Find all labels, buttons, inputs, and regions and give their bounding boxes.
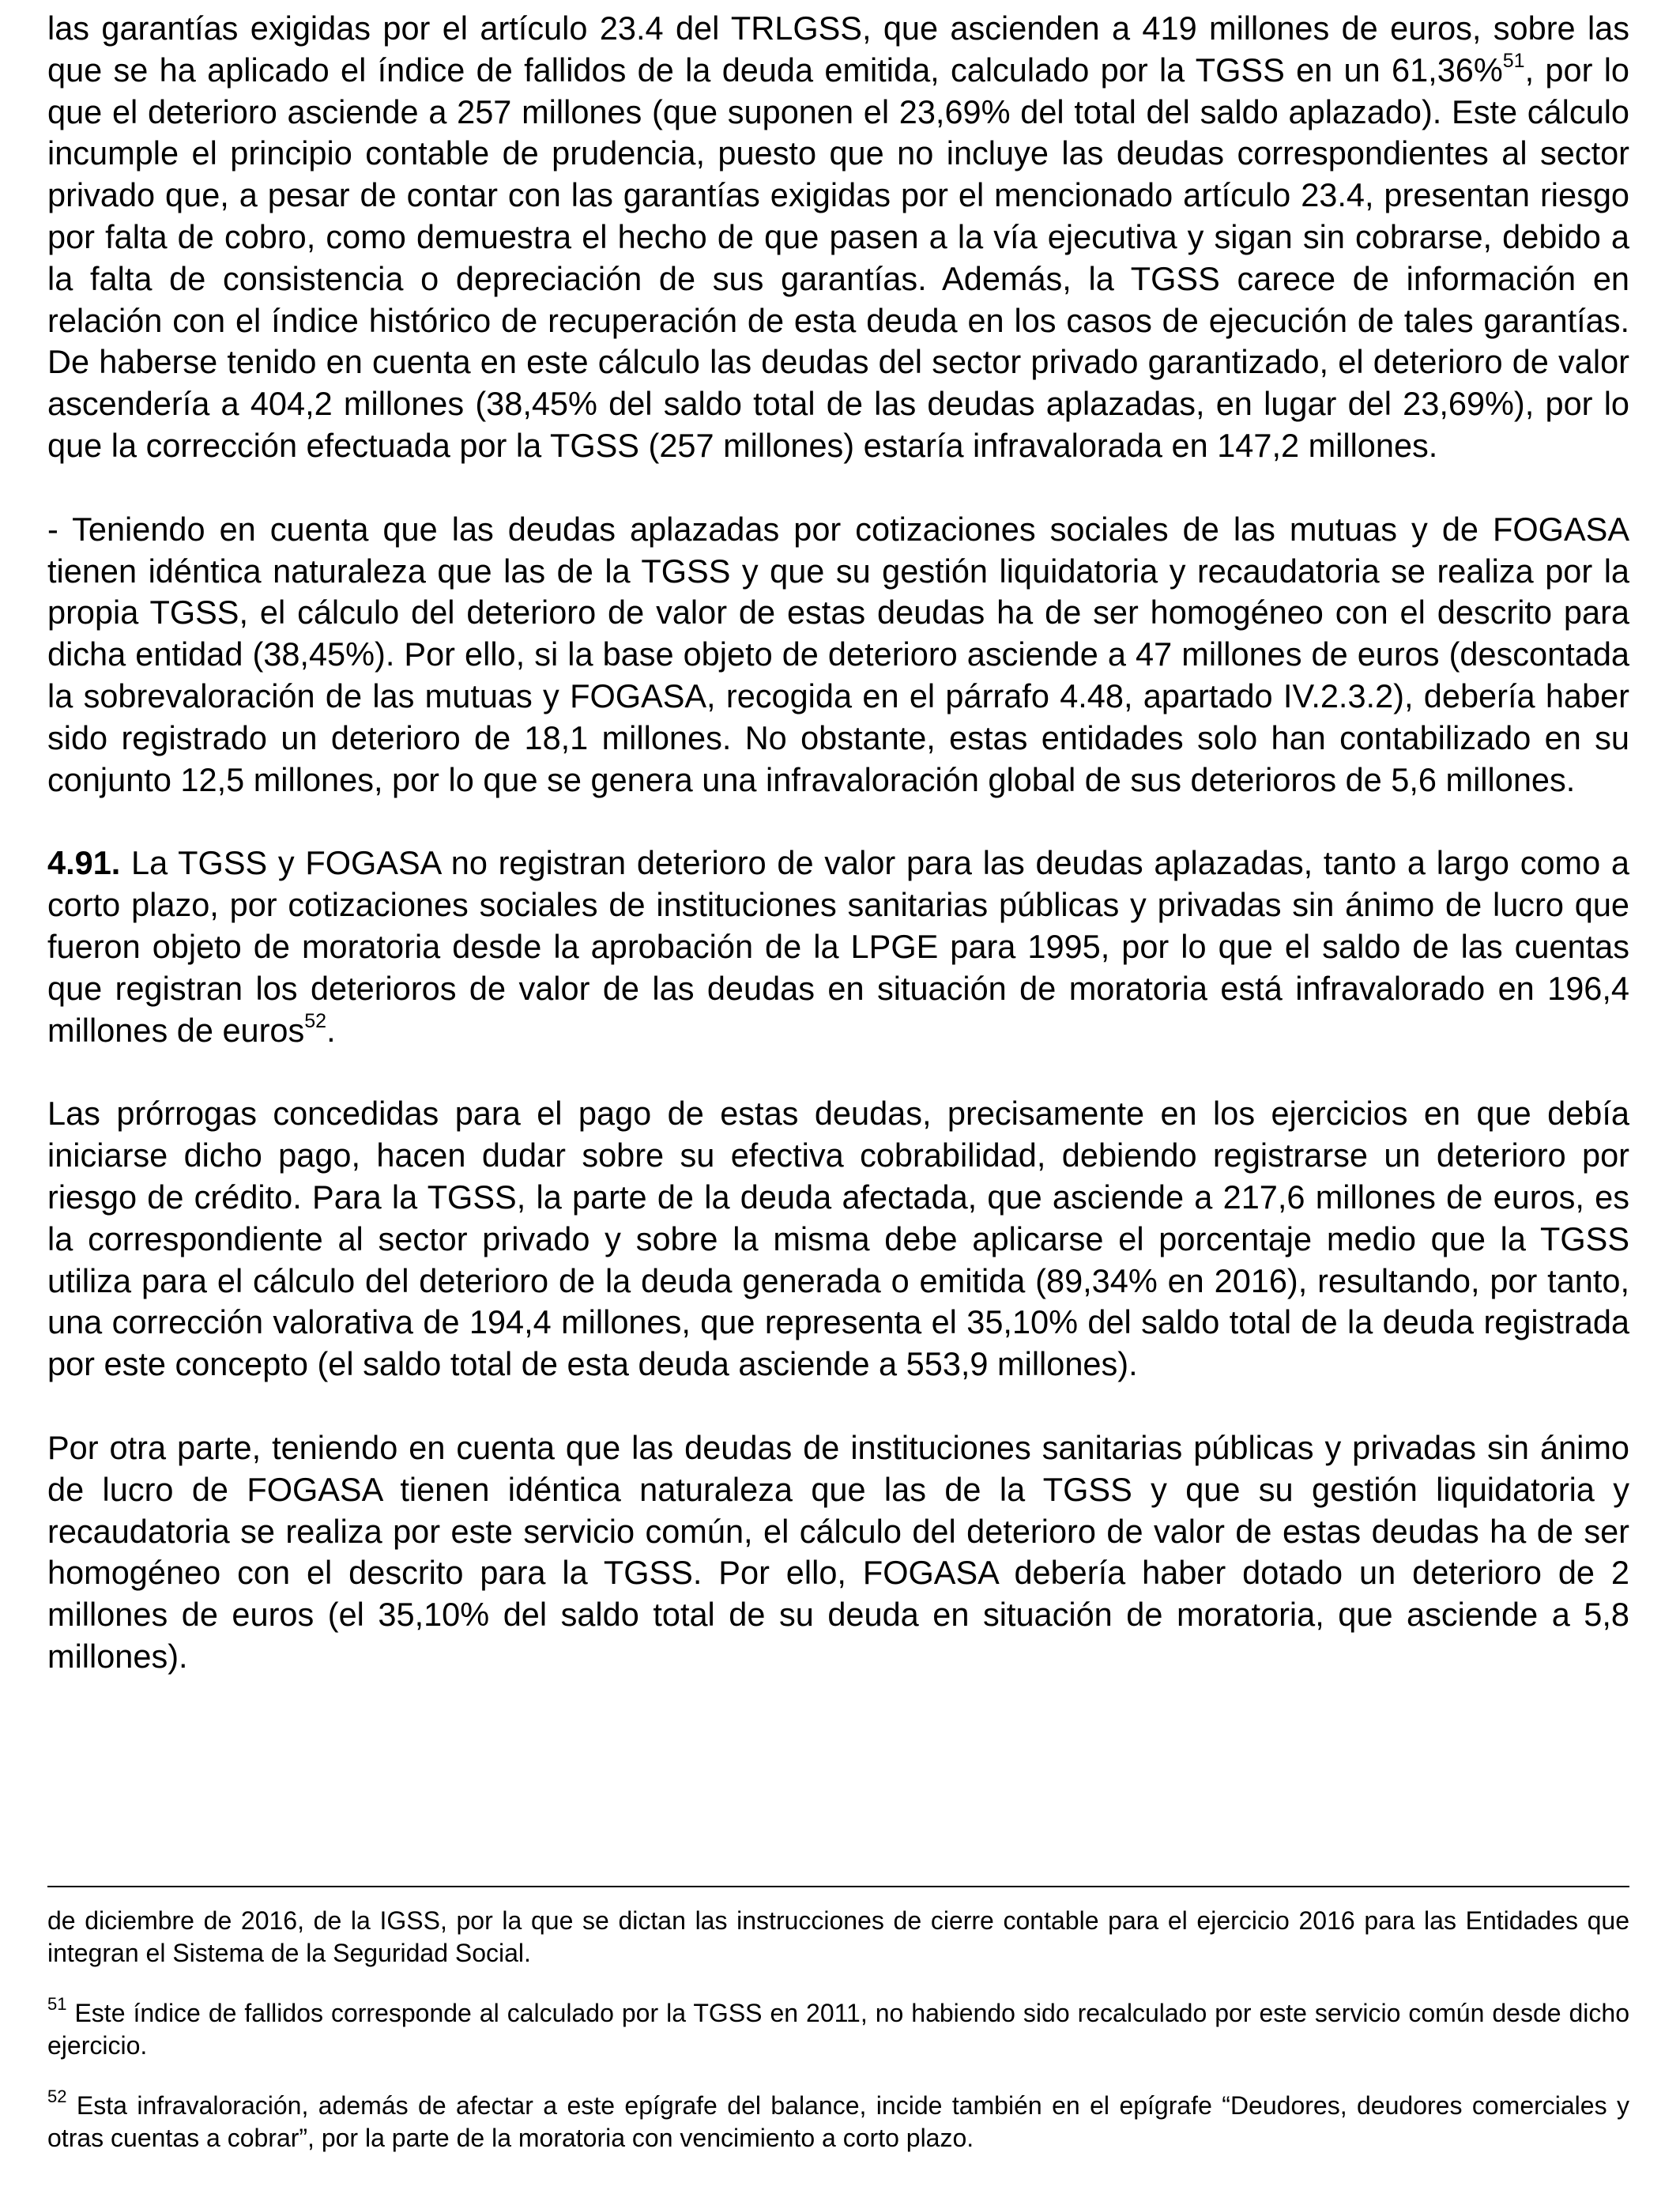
footnotes-section — [47, 1886, 1629, 2154]
footnote-continuation — [47, 1905, 1629, 1969]
footnote-51 — [47, 1994, 1629, 2061]
footnote-52 — [47, 2087, 1629, 2154]
footnote-number: 51 — [47, 1994, 67, 2015]
paragraph-por-otra-parte — [47, 1427, 1629, 1678]
paragraph-number: 4.91. — [47, 844, 121, 882]
footnote-text: de diciembre de 2016, de la IGSS, por la que se dictan las instrucciones de cierre contable para el ejercicio 2016 para las Entidades que integran el Sistema de la Seguridad Social. — [47, 1906, 1629, 1967]
paragraph-text: , por lo que el deterioro asciende a 257 millones (que suponen el 23,69% del total del saldo aplazado). Este cálculo incumple el principio contable de prudencia, puesto que no incluye las deudas correspondientes al sector privado que, a pesar de contar con las garantías exigidas por el mencionado artículo 23.4, presentan riesgo por falta de cobro, como demuestra el hecho de que pasen a la vía ejecutiva y sigan sin cobrarse, debido a la falta de consistencia o depreciación de sus garantías. Además, la TGSS carece de información en relación con el índice histórico de recuperación de esta deuda en los casos de ejecución de tales garantías. De haberse tenido en cuenta en este cálculo las deudas del sector privado garantizado, el deterioro de valor ascendería a 404,2 millones (38,45% del saldo total de las deudas aplazadas, en lugar del 23,69%), por lo que la corrección efectuada por la TGSS (257 millones) estaría infravalorada en 147,2 millones. — [47, 51, 1629, 464]
paragraph-text: Por otra parte, teniendo en cuenta que las deudas de instituciones sanitarias públicas y privadas sin ánimo de lucro de FOGASA tienen idéntica naturaleza que las de la TGSS y que su gestión liquidatoria y recaudatoria se realiza por este servicio común, el cálculo del deterioro de valor de estas deudas ha de ser homogéneo con el descrito para la TGSS. Por ello, FOGASA debería haber dotado un deterioro de 2 millones de euros (el 35,10% del saldo total de su deuda en situación de moratoria, que asciende a 5,8 millones). — [47, 1428, 1629, 1675]
footnote-divider — [47, 1886, 1629, 1887]
paragraph-prorrogas — [47, 1093, 1629, 1385]
paragraph-text: La TGSS y FOGASA no registran deterioro de valor para las deudas aplazadas, tanto a largo como a corto plazo, por cotizaciones sociales de instituciones sanitarias públicas y privadas sin ánimo de lucro que fueron objeto de moratoria desde la aprobación de la LPGE para 1995, por lo que el saldo de las cuentas que registran los deterioros de valor de las deudas en situación de moratoria está infravalorado en 196,4 millones de euros — [47, 844, 1629, 1049]
footnote-ref-51[interactable]: 51 — [1502, 49, 1525, 72]
footnote-ref-52[interactable]: 52 — [304, 1009, 327, 1032]
footnote-text: Este índice de fallidos corresponde al calculado por la TGSS en 2011, no habiendo sido recalculado por este servicio común desde dicho ejercicio. — [47, 1999, 1629, 2060]
paragraph-text: las garantías exigidas por el artículo 23.4 del TRLGSS, que ascienden a 419 millones de euros, sobre las que se ha aplicado el índice de fallidos de la deuda emitida, calculado por la TGSS en un 61,36% — [47, 9, 1629, 89]
paragraph-text: . — [326, 1011, 336, 1049]
footnote-number: 52 — [47, 2087, 67, 2107]
paragraph-text: - Teniendo en cuenta que las deudas aplazadas por cotizaciones sociales de las mutuas y de FOGASA tienen idéntica naturaleza que las de la TGSS y que su gestión liquidatoria y recaudatoria se realiza por la propia TGSS, el cálculo del deterioro de valor de estas deudas ha de ser homogéneo con el descrito para dicha entidad (38,45%). Por ello, si la base objeto de deterioro asciende a 47 millones de euros (descontada la sobrevaloración de las mutuas y FOGASA, recogida en el párrafo 4.48, apartado IV.2.3.2), debería haber sido registrado un deterioro de 18,1 millones. No obstante, estas entidades solo han contabilizado en su conjunto 12,5 millones, por lo que se genera una infravaloración global de sus deterioros de 5,6 millones. — [47, 510, 1629, 798]
paragraph-text: Las prórrogas concedidas para el pago de estas deudas, precisamente en los ejercicios en que debía iniciarse dicho pago, hacen dudar sobre su efectiva cobrabilidad, debiendo registrarse un deterioro por riesgo de crédito. Para la TGSS, la parte de la deuda afectada, que asciende a 217,6 millones de euros, es la correspondiente al sector privado y sobre la misma debe aplicarse el porcentaje medio que la TGSS utiliza para el cálculo del deterioro de la deuda generada o emitida (89,34% en 2016), resultando, por tanto, una corrección valorativa de 194,4 millones, que representa el 35,10% del saldo total de la deuda registrada por este concepto (el saldo total de esta deuda asciende a 553,9 millones). — [47, 1095, 1629, 1383]
footnote-text: Esta infravaloración, además de afectar a este epígrafe del balance, incide también en el epígrafe “Deudores, deudores comerciales y otras cuentas a cobrar”, por la parte de la moratoria con vencimiento a corto plazo. — [47, 2091, 1629, 2152]
paragraph-garantias — [47, 8, 1629, 467]
paragraph-mutuas-fogasa — [47, 509, 1629, 801]
document-body — [47, 8, 1629, 1678]
paragraph-4-91 — [47, 843, 1629, 1051]
